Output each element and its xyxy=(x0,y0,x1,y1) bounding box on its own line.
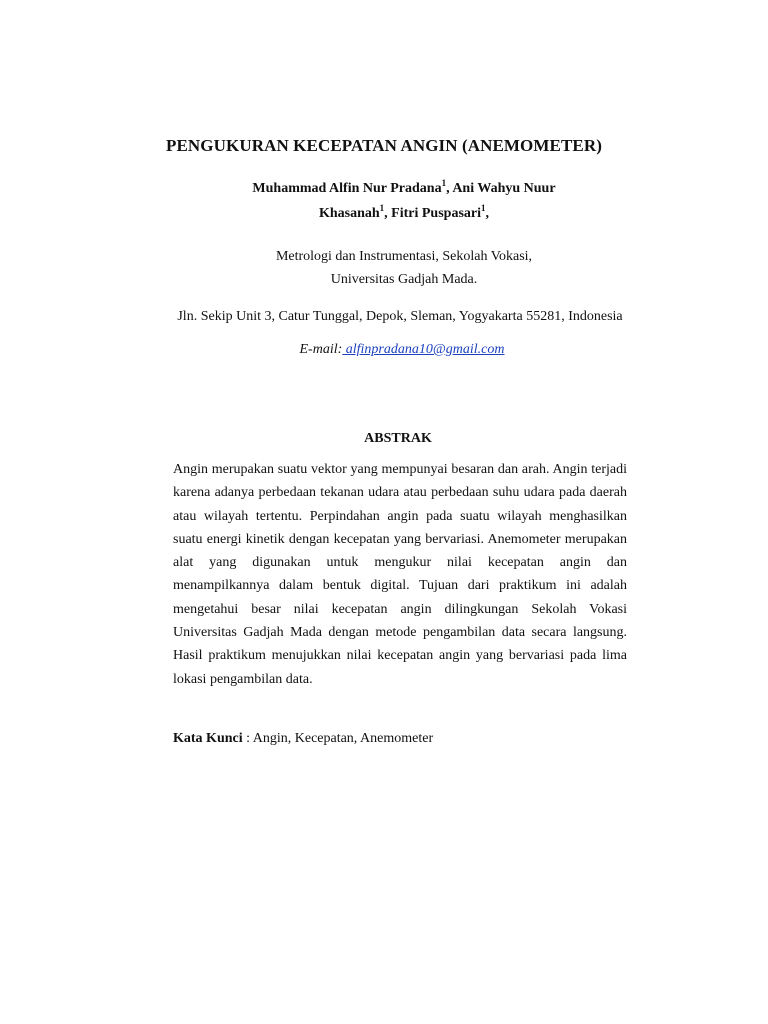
affiliation-marker: 1 xyxy=(481,203,486,213)
affiliation-line-2: Universitas Gadjah Mada. xyxy=(330,272,478,287)
abstract-heading: ABSTRAK xyxy=(364,431,432,446)
affiliation-line-1: Metrologi dan Instrumentasi, Sekolah Vokasi, xyxy=(275,249,533,264)
keywords-label: Kata Kunci xyxy=(173,731,243,746)
author-name: Muhammad Alfin Nur Pradana xyxy=(252,181,442,196)
author-line-1 xyxy=(0,176,768,201)
author-name: , Fitri Puspasari xyxy=(384,206,482,221)
keywords-text: : Angin, Kecepatan, Anemometer xyxy=(242,731,434,746)
affiliation-marker: 1 xyxy=(379,203,385,213)
abstract-body: Angin merupakan suatu vektor yang mempunyai besaran dan arah. Angin terjadi karena adanya perbedaan tekanan udara atau perbedaan suhu udara pada daerah atau wilayah tertentu. Perpindahan angin pada suatu wilayah menghasilkan suatu energi kinetik dengan kecepatan yang bervariasi. Anemometer merupakan alat yang digunakan untuk mengukur nilai kecepatan angin dan menampilkannya dalam bentuk digital. Tujuan dari praktikum ini adalah mengetahui besar nilai kecepatan angin dilingkungan Sekolah Vokasi Universitas Gadjah Mada dengan metode pengambilan data secara langsung. Hasil praktikum menujukkan nilai kecepatan angin yang bervariasi pada lima lokasi pengambilan data. xyxy=(173,462,627,687)
email-label: E-mail: xyxy=(299,342,343,357)
email-line xyxy=(0,342,768,358)
affiliation xyxy=(0,245,768,291)
author-name: Khasanah xyxy=(318,206,380,221)
author-list xyxy=(0,176,768,226)
author-name: , Ani Wahyu Nuur xyxy=(446,181,556,196)
author-separator: , xyxy=(485,206,490,221)
address: Jln. Sekip Unit 3, Catur Tunggal, Depok, Sleman, Yogyakarta 55281, Indonesia xyxy=(177,309,623,324)
author-line-2 xyxy=(0,201,768,226)
email-link[interactable]: alfinpradana10@gmail.com xyxy=(342,342,505,357)
affiliation-marker: 1 xyxy=(441,178,447,188)
paper-title: PENGUKURAN KECEPATAN ANGIN (ANEMOMETER) xyxy=(166,136,602,155)
keywords xyxy=(173,731,627,747)
